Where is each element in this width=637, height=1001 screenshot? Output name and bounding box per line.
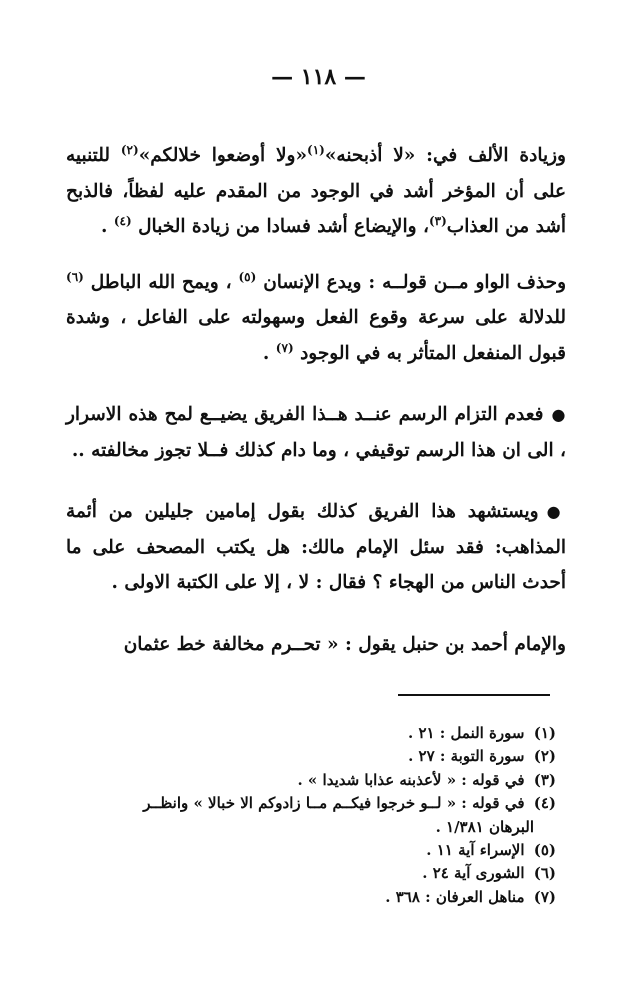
footnote-continuation: البرهان ١/٣٨١ . — [435, 817, 534, 836]
footnote-number: (٧) — [533, 887, 556, 906]
paragraph-text: «ولا أوضعوا خلالكم» — [138, 145, 308, 166]
paragraph — [66, 397, 566, 468]
footnote-number: (٢) — [533, 747, 556, 766]
paragraph-text: ، ويمح الله الباطل — [83, 271, 239, 293]
footnote-number: (٦) — [533, 864, 556, 883]
footnote-text: الإسراء آية ١١ . — [426, 841, 530, 860]
footnote-text: سورة النمل : ٢١ . — [407, 724, 530, 742]
footnote-reference: (١) — [307, 142, 325, 157]
paragraph-text: للتنبيه على أن المؤخر أشد في الوجود من المقدم عليه لفظاً، فالذبح أشد من العذاب — [66, 145, 566, 237]
page-number: — ١١٨ — — [271, 64, 366, 90]
footnote-reference: (٣) — [428, 213, 447, 228]
paragraph — [66, 265, 566, 372]
footnote-reference: (٥) — [238, 269, 257, 284]
footnote-divider — [398, 694, 550, 696]
footnote-text: في قوله : « لــو خرجوا فيكــم مــا زادوكم الا خبالا » وانظــر — [143, 794, 530, 813]
paragraph-text: والإمام أحمد بن حنبل يقول : « تحــرم مخالفة خط عثمان — [123, 633, 566, 655]
footnote-item — [60, 886, 556, 909]
footnotes — [60, 722, 556, 909]
footnote-text: مناهل العرفان : ٣٦٨ . — [385, 887, 530, 906]
paragraph-text: . — [262, 342, 276, 364]
main-text — [66, 112, 566, 662]
footnote-item — [60, 722, 556, 745]
footnote-reference: (٢) — [120, 142, 139, 157]
footnote-text: الشورى آية ٢٤ . — [422, 864, 530, 883]
footnote-reference: (٦) — [66, 269, 84, 284]
paragraph-text: ، والإيضاع أشد فسادا من زيادة الخبال — [131, 216, 429, 237]
footnote-item — [60, 745, 556, 768]
footnote-item — [60, 792, 556, 815]
footnote-reference: (٤) — [113, 213, 132, 228]
bullet-icon: ● — [546, 502, 566, 521]
footnote-number: (١) — [533, 724, 556, 742]
paragraph — [66, 627, 566, 663]
paragraph — [66, 138, 566, 245]
bullet-icon: ● — [551, 405, 567, 424]
footnote-item — [60, 862, 556, 885]
paragraph-text: . — [100, 216, 114, 237]
footnote-item — [60, 839, 556, 862]
footnote-text: سورة التوبة : ٢٧ . — [408, 747, 530, 766]
paragraph-text: للدلالة على سرعة وقوع الفعل وسهولته على الفاعل ، وشدة قبول المنفعل المتأثر به في الوجود — [66, 307, 566, 364]
paragraph-text: فعدم التزام الرسم عنــد هــذا الفريق يضيــع لمح هذه الاسرار ، الى ان هذا الرسم توقيفي ، وما دام كذلك فــلا تجوز مخالفته .. — [66, 404, 566, 461]
paragraph-text: ويستشهد هذا الفريق كذلك بقول إمامين جليلين من أئمة المذاهب: فقد سئل الإمام مالك: هل يكتب المصحف على ما أحدث الناس من الهجاء ؟ فقال : لا ، إلا على الكتبة الاولى . — [66, 501, 566, 593]
footnote-reference: (٧) — [275, 340, 294, 355]
paragraph-text: وزيادة الألف في: «لا أذبحنه» — [324, 145, 566, 166]
paragraph-text: وحذف الواو مــن قولــه : ويدع الإنسان — [256, 271, 566, 293]
footnote-item — [60, 769, 556, 792]
footnote-number: (٤) — [533, 794, 556, 813]
footnote-number: (٥) — [533, 841, 556, 860]
footnote-number: (٣) — [533, 770, 556, 789]
paragraph — [66, 494, 566, 601]
footnote-text: في قوله : « لأعذبنه عذابا شديدا » . — [297, 770, 530, 789]
